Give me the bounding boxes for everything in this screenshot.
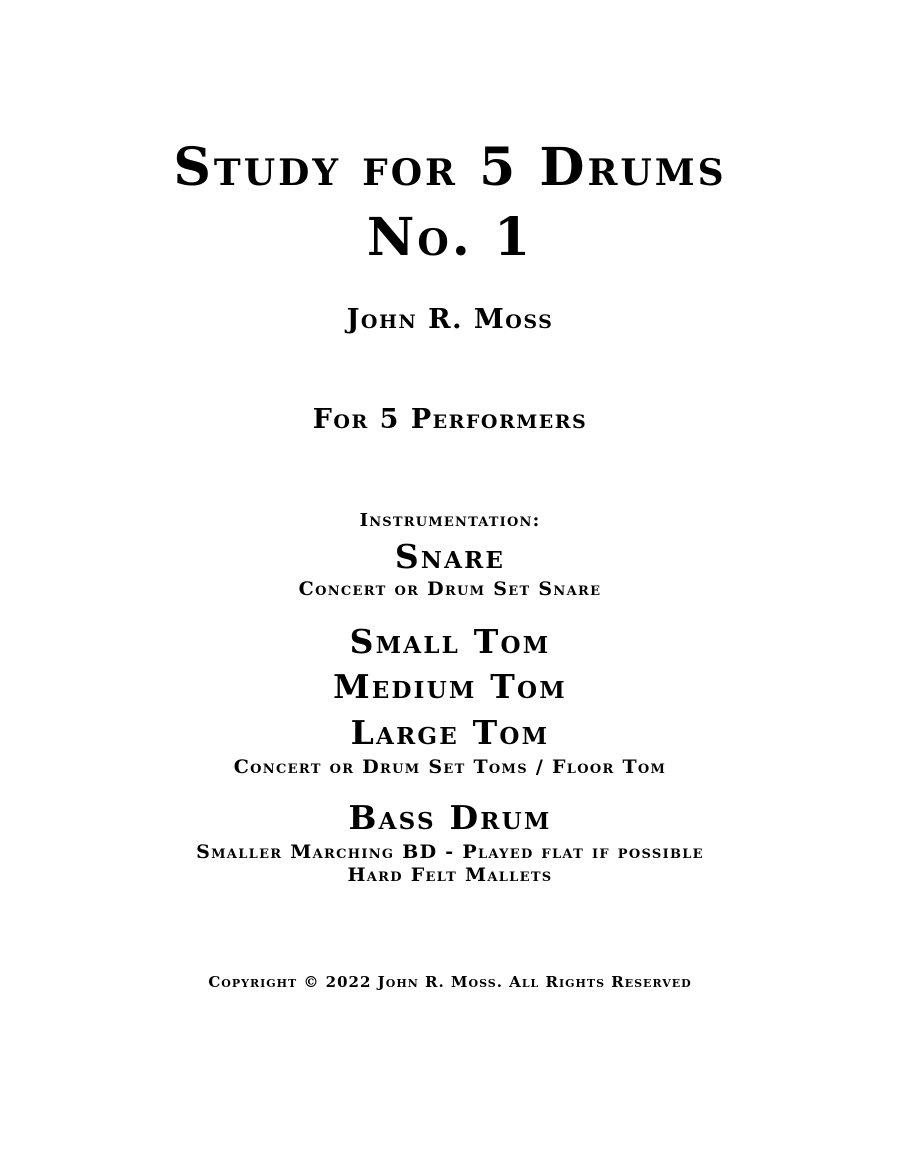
instrument-snare: Snare [394, 537, 506, 576]
instrument-bass-drum: Bass Drum [348, 798, 552, 837]
instrument-bass-drum-note-2: Hard Felt Mallets [347, 864, 553, 886]
title-line-1: Study for 5 Drums [173, 137, 727, 198]
instrumentation-heading: Instrumentation: [359, 510, 541, 531]
instrument-snare-note: Concert or Drum Set Snare [298, 578, 602, 600]
instrument-large-tom: Large Tom [350, 713, 550, 752]
title-line-2: No. 1 [366, 207, 534, 268]
instrument-bass-drum-note-1: Smaller Marching BD - Played flat if possible [196, 841, 704, 863]
ensemble-size: For 5 Performers [312, 404, 588, 435]
copyright-notice: Copyright © 2022 John R. Moss. All Rights Reserved [208, 973, 692, 991]
instrument-toms-note: Concert or Drum Set Toms / Floor Tom [233, 756, 667, 778]
composer-name: John R. Moss [346, 304, 554, 335]
instrument-medium-tom: Medium Tom [333, 667, 567, 706]
instrument-small-tom: Small Tom [349, 622, 551, 661]
